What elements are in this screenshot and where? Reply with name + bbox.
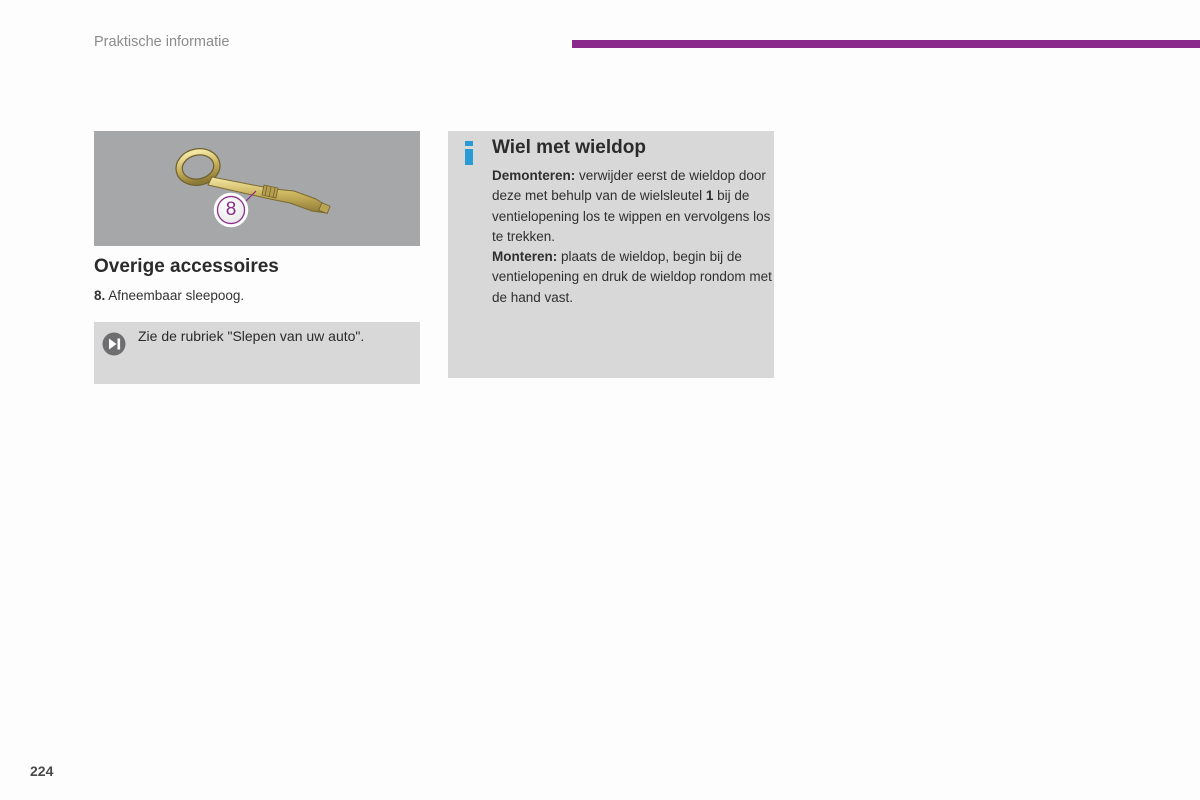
info-icon bbox=[462, 141, 476, 165]
info-body bbox=[492, 166, 772, 308]
info-title: Wiel met wieldop bbox=[492, 137, 646, 158]
fit-text: plaats de wieldop, begin bij de ventielopening en druk de wieldop rondom met de hand vast. bbox=[492, 249, 772, 305]
item-number: 8. bbox=[94, 288, 106, 303]
cross-reference-text: Zie de rubriek "Slepen van uw auto". bbox=[138, 328, 365, 344]
wheel-brace-number: 1 bbox=[705, 188, 714, 204]
accessory-item bbox=[94, 288, 244, 303]
callout-8 bbox=[213, 192, 249, 228]
forward-reference-icon bbox=[102, 332, 126, 356]
fit-label: Monteren: bbox=[492, 249, 558, 265]
section-title: Praktische informatie bbox=[94, 34, 230, 50]
remove-text-part2: bij de ventielopening los te wippen en vervolgens los te trekken. bbox=[492, 188, 771, 244]
tow-eye-photo bbox=[94, 131, 420, 246]
page-number: 224 bbox=[30, 763, 54, 779]
tow-eye-icon bbox=[94, 131, 420, 246]
cross-reference-box bbox=[94, 322, 420, 384]
item-text: Afneembaar sleepoog. bbox=[105, 288, 245, 303]
remove-text-part1: verwijder eerst de wieldop door deze met behulp van de wielsleutel bbox=[492, 168, 766, 204]
section-heading-accessories: Overige accessoires bbox=[94, 256, 279, 277]
callout-number: 8 bbox=[225, 199, 237, 220]
header-accent-bar bbox=[572, 40, 1200, 48]
remove-label: Demonteren: bbox=[492, 168, 576, 183]
info-box-wheel-trim bbox=[448, 131, 774, 378]
